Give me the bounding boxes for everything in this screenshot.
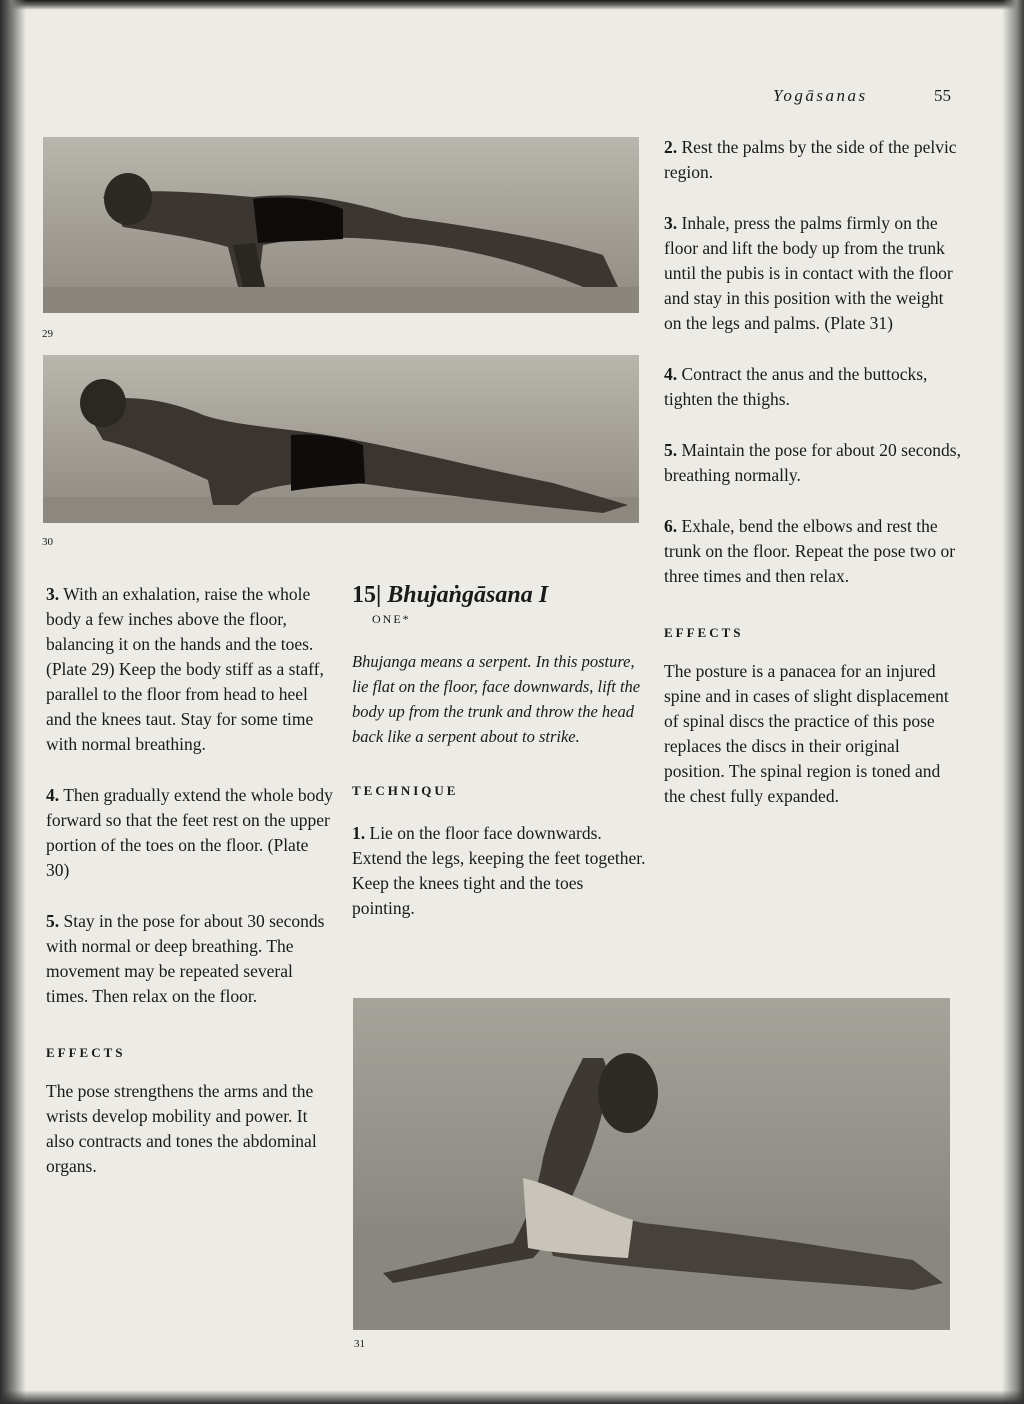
step-5-paragraph <box>46 909 336 1009</box>
step-number: 4. <box>664 364 678 384</box>
plate-29-label: 29 <box>42 328 53 340</box>
pose-number: 15| <box>352 582 382 608</box>
step-text: Rest the palms by the side of the pelvic region. <box>664 137 957 182</box>
plate-29-photo <box>43 137 639 313</box>
pose-title <box>352 580 647 610</box>
step-number: 1. <box>352 823 366 843</box>
pose-introduction: Bhujanga means a serpent. In this posture, lie flat on the floor, face downwards, lift the body up from the trunk and throw the head back like a serpent about to strike. <box>352 652 641 746</box>
middle-column <box>352 580 647 921</box>
step-number: 3. <box>664 213 678 233</box>
step-2-paragraph <box>664 135 964 185</box>
technique-heading: TECHNIQUE <box>352 783 459 798</box>
effects-heading: EFFECTS <box>664 625 744 640</box>
step-number: 4. <box>46 785 60 805</box>
step-text: With an exhalation, raise the whole body a few inches above the floor, balancing it on the hands and the toes. (Plate 29) Keep the body stiff as a staff, parallel to the floor from head to heel and the knees taut. Stay for some time with normal breathing. <box>46 584 324 754</box>
step-text: Then gradually extend the whole body forward so that the feet rest on the upper portion of the toes on the floor. (Plate 30) <box>46 785 333 880</box>
step-number: 5. <box>664 440 678 460</box>
page-edge-shadow-top <box>0 0 1024 10</box>
effects-text: The posture is a panacea for an injured spine and in cases of slight displacement of spinal discs the practice of this pose replaces the discs in their original position. The spinal region is toned and the chest fully expanded. <box>664 661 949 806</box>
right-column <box>664 135 964 809</box>
pose-subtitle: ONE* <box>372 612 411 626</box>
page-number: 55 <box>934 86 951 105</box>
step-text: Stay in the pose for about 30 seconds with normal or deep breathing. The movement may be repeated several times. Then relax on the floor. <box>46 911 325 1006</box>
step-number: 6. <box>664 516 678 536</box>
plate-30-label: 30 <box>42 536 53 548</box>
step-5-paragraph <box>664 438 964 488</box>
page-edge-shadow-left <box>0 0 26 1404</box>
step-text: Lie on the floor face downwards. Extend the legs, keeping the feet together. Keep the knees tight and the toes pointing. <box>352 823 646 918</box>
step-1-paragraph <box>352 821 647 921</box>
step-3-paragraph <box>664 211 964 336</box>
plate-30-photo <box>43 355 639 523</box>
page-edge-shadow-right <box>1002 0 1024 1404</box>
left-column <box>46 582 336 1179</box>
plate-29-figure <box>43 137 639 313</box>
running-head: Yogāsanas <box>773 86 868 105</box>
plate-31-label: 31 <box>354 1338 365 1350</box>
step-text: Contract the anus and the buttocks, tighten the thighs. <box>664 364 928 409</box>
step-number: 2. <box>664 137 678 157</box>
page-edge-shadow-bottom <box>0 1390 1024 1404</box>
pose-name: Bhujaṅgāsana I <box>387 582 549 608</box>
step-text: Exhale, bend the elbows and rest the trunk on the floor. Repeat the pose two or three times and then relax. <box>664 516 956 586</box>
plate-30-figure <box>43 355 639 523</box>
step-3-paragraph <box>46 582 336 757</box>
step-4-paragraph <box>664 362 964 412</box>
step-number: 5. <box>46 911 60 931</box>
step-4-paragraph <box>46 783 336 883</box>
step-text: Inhale, press the palms firmly on the floor and lift the body up from the trunk until the pubis is in contact with the floor and stay in this position with the weight on the legs and palms. (Plate 31) <box>664 213 953 333</box>
effects-text: The pose strengthens the arms and the wrists develop mobility and power. It also contracts and tones the abdominal organs. <box>46 1081 317 1176</box>
effects-heading: EFFECTS <box>46 1045 126 1060</box>
step-text: Maintain the pose for about 20 seconds, breathing normally. <box>664 440 961 485</box>
plate-31-figure <box>353 998 950 1330</box>
plate-31-photo <box>353 998 950 1330</box>
step-6-paragraph <box>664 514 964 589</box>
step-number: 3. <box>46 584 60 604</box>
